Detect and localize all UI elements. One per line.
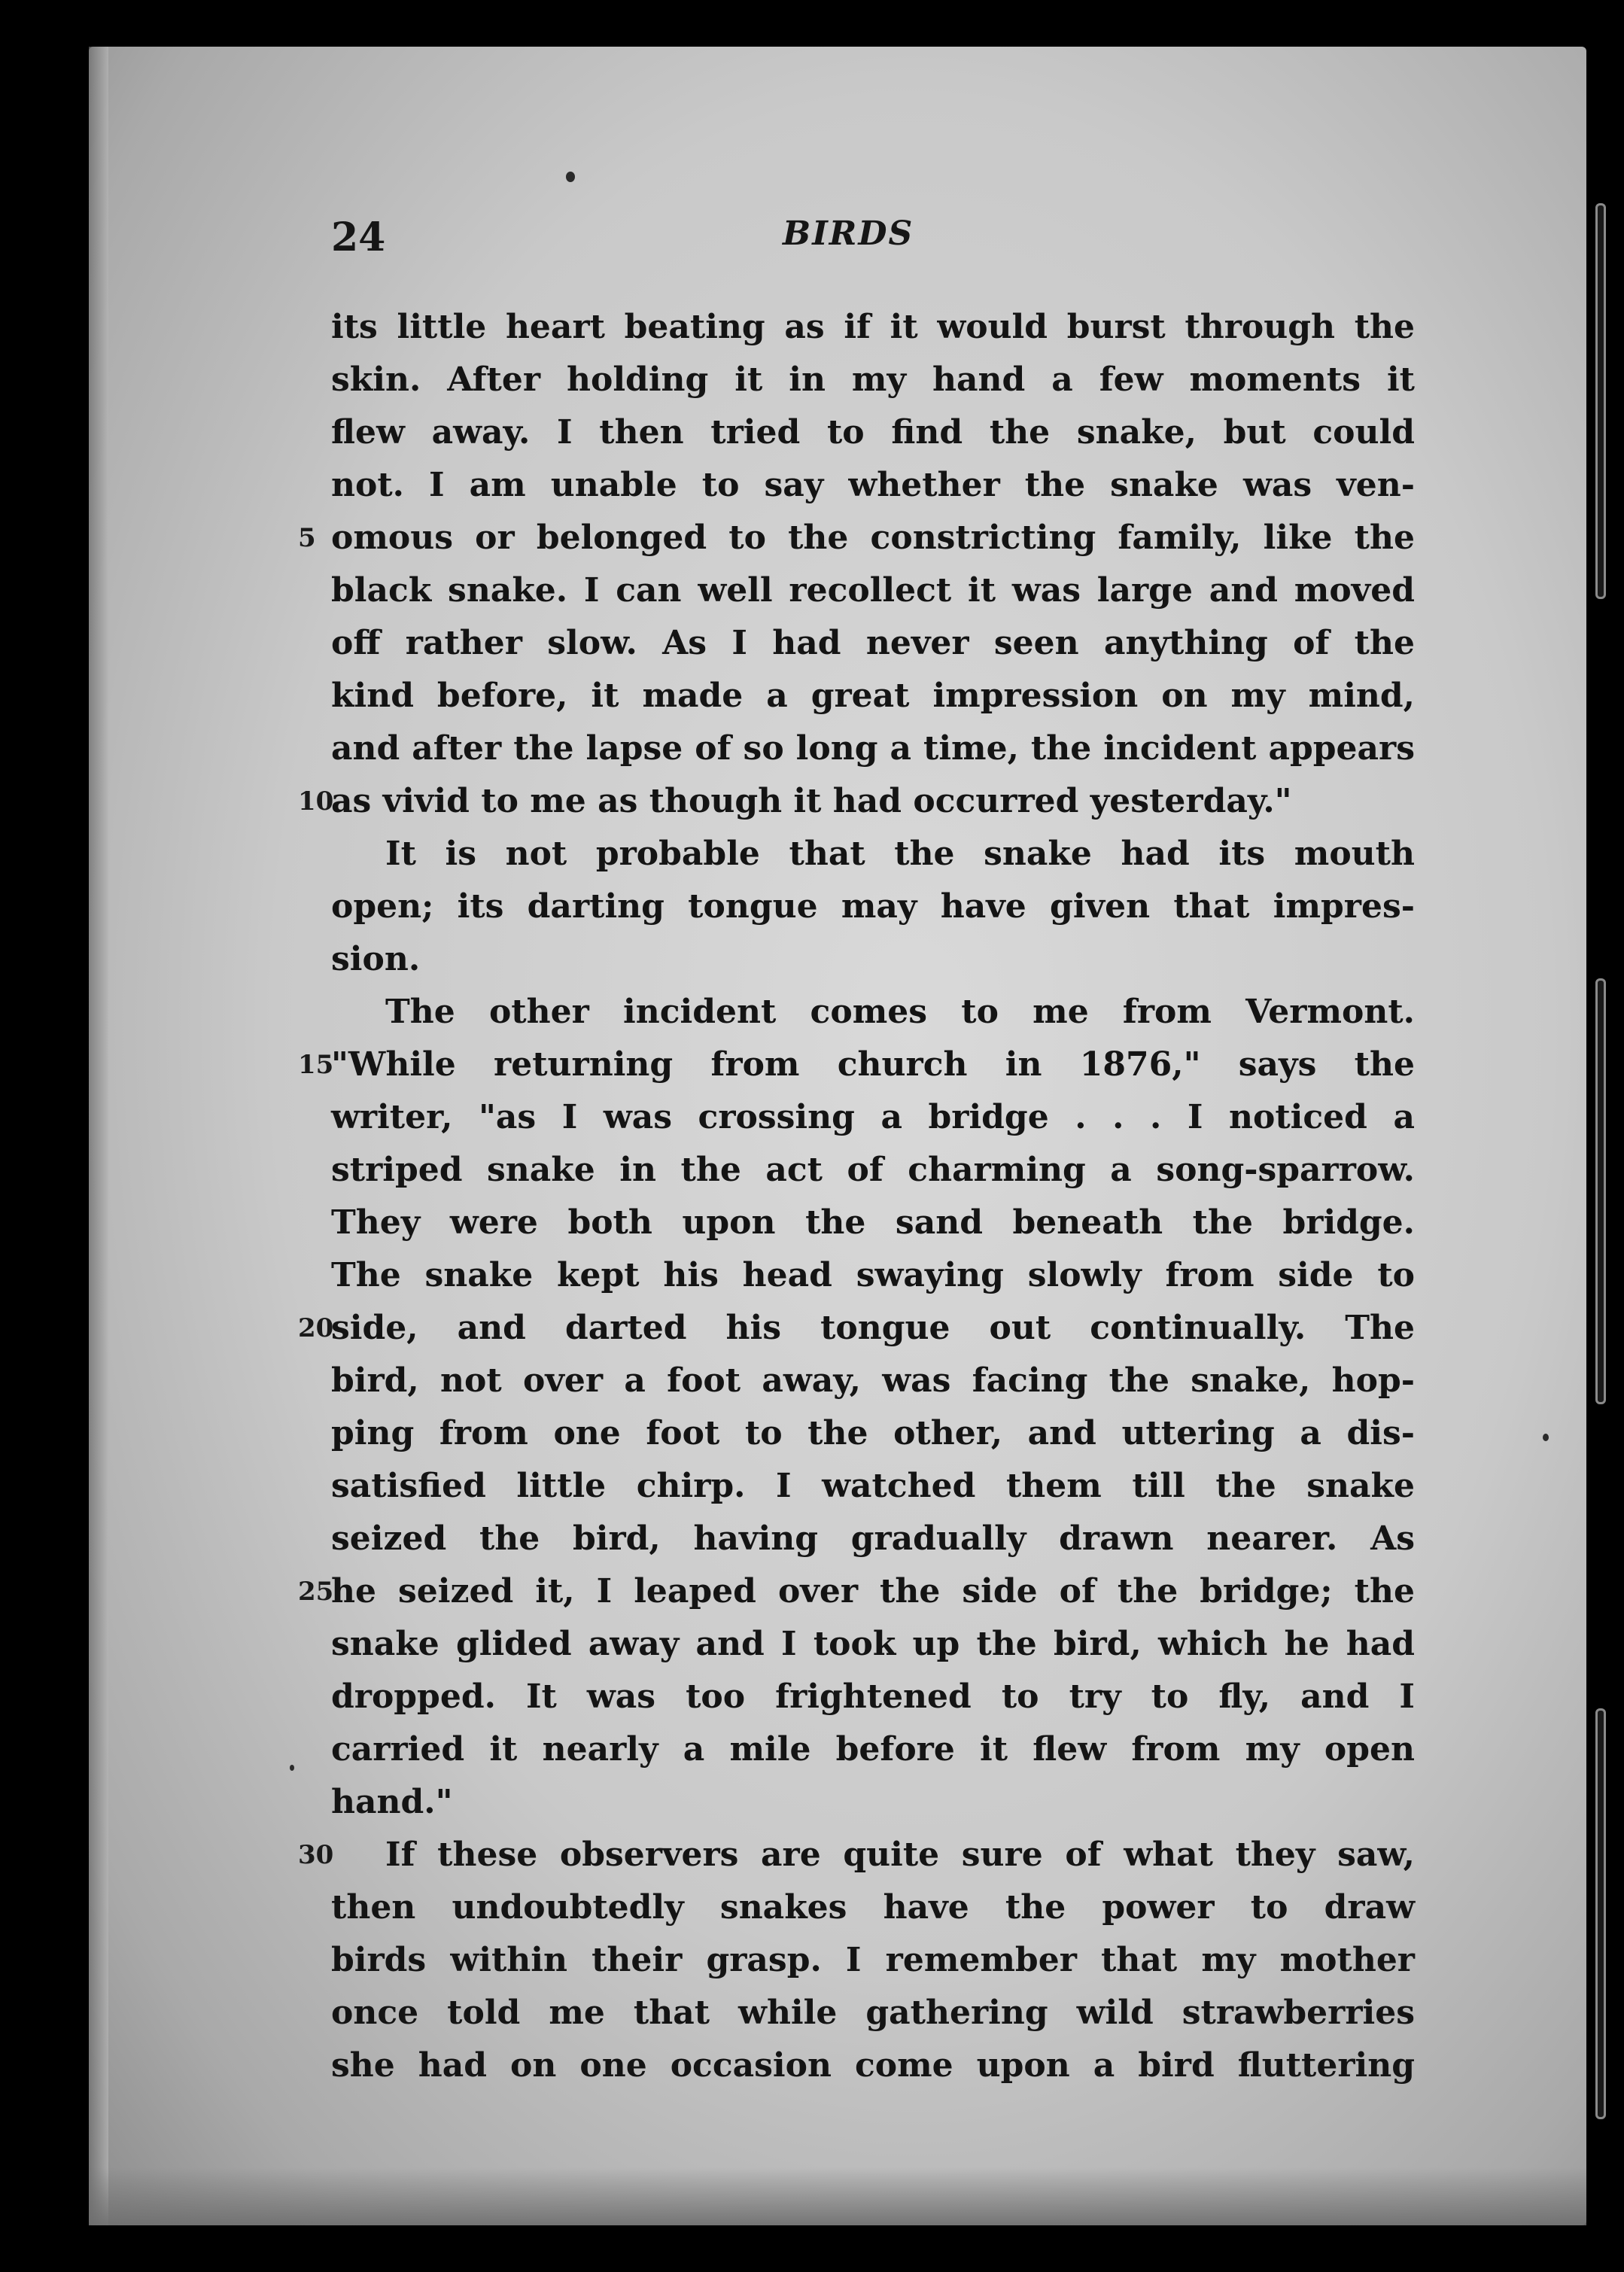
text-line: open; its darting tongue may have given that impres- bbox=[331, 887, 1415, 926]
line-number: 30 bbox=[298, 1840, 334, 1870]
page-number: 24 bbox=[331, 214, 386, 260]
text-line: not. I am unable to say whether the snake was ven- bbox=[331, 466, 1415, 504]
line-number: 10 bbox=[298, 786, 334, 817]
text-line: seized the bird, having gradually drawn nearer. As bbox=[331, 1519, 1415, 1558]
text-line: then undoubtedly snakes have the power to draw bbox=[331, 1888, 1415, 1927]
binding-stripe bbox=[1595, 1708, 1606, 2119]
page-bottom-shadow bbox=[89, 2167, 1586, 2225]
text-line: writer, "as I was crossing a bridge . . . I noticed a bbox=[331, 1098, 1415, 1136]
text-line: snake glided away and I took up the bird, which he had bbox=[331, 1625, 1415, 1663]
text-line: hand." bbox=[331, 1783, 453, 1821]
text-line: she had on one occasion come upon a bird fluttering bbox=[331, 2046, 1415, 2085]
text-line: striped snake in the act of charming a song-sparrow. bbox=[331, 1151, 1415, 1189]
text-line: kind before, it made a great impression on my mind, bbox=[331, 677, 1415, 715]
text-line: bird, not over a foot away, was facing the snake, hop- bbox=[331, 1361, 1415, 1400]
text-line: 20 side, and darted his tongue out continually. The bbox=[331, 1302, 1415, 1355]
line-number: 5 bbox=[298, 523, 316, 553]
ink-speck bbox=[566, 172, 575, 182]
text-line: black snake. I can well recollect it was large and moved bbox=[331, 571, 1415, 610]
text-line: and after the lapse of so long a time, the incident appears bbox=[331, 729, 1415, 768]
page-edge-shadow bbox=[89, 47, 108, 2225]
binding-stripe bbox=[1595, 203, 1606, 599]
text-line: dropped. It was too frightened to try to fly, and I bbox=[331, 1677, 1415, 1716]
line-number: 20 bbox=[298, 1313, 334, 1343]
text-line: off rather slow. As I had never seen anything of the bbox=[331, 624, 1415, 662]
text-line: The snake kept his head swaying slowly from side to bbox=[331, 1256, 1415, 1294]
text-line: its little heart beating as if it would burst through the bbox=[331, 308, 1415, 346]
text-line: satisfied little chirp. I watched them till the snake bbox=[331, 1467, 1415, 1505]
text-line: 5 omous or belonged to the constricting family, like the bbox=[331, 512, 1415, 564]
text-line: It is not probable that the snake had its mouth bbox=[385, 835, 1415, 873]
text-line: 10 as vivid to me as though it had occurred yesterday." bbox=[331, 775, 1415, 828]
text-line: 25 he seized it, I leaped over the side of the bridge; the bbox=[331, 1565, 1415, 1618]
text-line: once told me that while gathering wild strawberries bbox=[331, 1994, 1415, 2032]
book-binding bbox=[1586, 0, 1624, 2272]
text-line: sion. bbox=[331, 940, 421, 978]
text-line: 30 If these observers are quite sure of what they saw, bbox=[331, 1829, 1415, 1881]
text-line: The other incident comes to me from Vermont. bbox=[385, 993, 1415, 1031]
text-line: birds within their grasp. I remember that my mother bbox=[331, 1941, 1415, 1979]
text-line: ping from one foot to the other, and uttering a dis- bbox=[331, 1414, 1415, 1452]
text-line: skin. After holding it in my hand a few moments it bbox=[331, 360, 1415, 399]
line-number: 15 bbox=[298, 1050, 334, 1080]
text-line: flew away. I then tried to find the snake, but could bbox=[331, 413, 1415, 452]
body-text bbox=[298, 301, 1415, 2092]
ink-speck bbox=[290, 1765, 294, 1771]
text-line: 15 "While returning from church in 1876," says the bbox=[331, 1039, 1415, 1091]
running-head: BIRDS bbox=[783, 214, 914, 253]
text-line: They were both upon the sand beneath the bridge. bbox=[331, 1203, 1415, 1242]
line-number: 25 bbox=[298, 1577, 334, 1607]
binding-stripe bbox=[1595, 978, 1606, 1404]
ink-speck bbox=[1543, 1434, 1549, 1441]
text-line: carried it nearly a mile before it flew from my open bbox=[331, 1730, 1415, 1769]
